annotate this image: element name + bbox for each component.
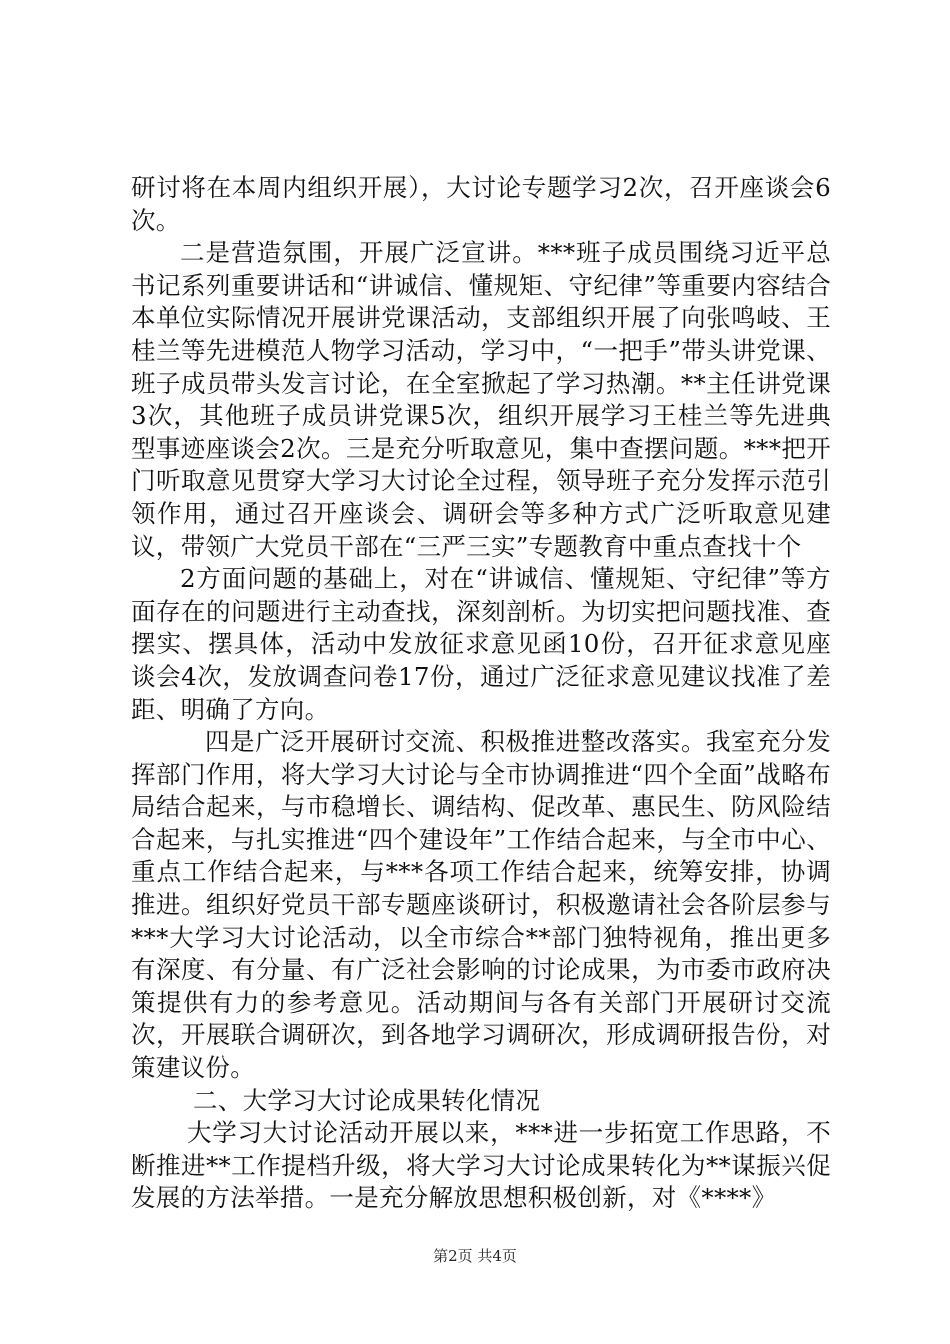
document-body <box>131 172 831 1215</box>
page-footer: 第2页 共4页 <box>433 1247 517 1265</box>
paragraph-4: 四是广泛开展研讨交流、积极推进整改落实。我室充分发挥部门作用，将大学习大讨论与全市协调推进“四个全面”战略布局结合起来，与市稳增长、调结构、促改革、惠民生、防风险结合起来，与扎实推进“四个建设年”工作结合起来，与全市中心、重点工作结合起来，与***各项工作结合起来，统筹安排，协调推进。组织好党员干部专题座谈研讨，积极邀请社会各阶层参与***大学习大讨论活动，以全市综合**部门独特视角，推出更多有深度、有分量、有广泛社会影响的讨论成果，为市委市政府决策提供有力的参考意见。活动期间与各有关部门开展研讨交流次，开展联合调研次，到各地学习调研次，形成调研报告份，对策建议份。 <box>131 727 831 1083</box>
section-heading: 二、大学习大讨论成果转化情况 <box>193 1085 541 1115</box>
paragraph-5: 大学习大讨论活动开展以来，***进一步拓宽工作思路，不断推进**工作提档升级，将大学习大讨论成果转化为**谋振兴促发展的方法举措。一是充分解放思想积极创新，对《****》 <box>131 1118 831 1213</box>
paragraph-2: 二是营造氛围，开展广泛宣讲。***班子成员围绕习近平总书记系列重要讲话和“讲诚信、懂规矩、守纪律”等重要内容结合本单位实际情况开展讲党课活动，支部组织开展了向张鸣岐、王桂兰等先进模范人物学习活动，学习中，“一把手”带头讲党课、班子成员带头发言讨论，在全室掀起了学习热潮。**主任讲党课3次，其他班子成员讲党课5次，组织开展学习王桂兰等先进典型事迹座谈会2次。三是充分听取意见，集中查摆问题。***把开门听取意见贯穿大学习大讨论全过程，领导班子充分发挥示范引领作用，通过召开座谈会、调研会等多种方式广泛听取意见建议，带领广大党员干部在“三严三实”专题教育中重点查找十个 <box>131 238 831 561</box>
paragraph-3: 2方面问题的基础上，对在“讲诚信、懂规矩、守纪律”等方面存在的问题进行主动查找，深刻剖析。为切实把问题找准、查摆实、摆具体，活动中发放征求意见函10份，召开征求意见座谈会4次，发放调查问卷17份，通过广泛征求意见建议找准了差距、明确了方向。 <box>131 564 831 724</box>
paragraph-1: 研讨将在本周内组织开展），大讨论专题学习2次，召开座谈会6次。 <box>131 173 831 235</box>
